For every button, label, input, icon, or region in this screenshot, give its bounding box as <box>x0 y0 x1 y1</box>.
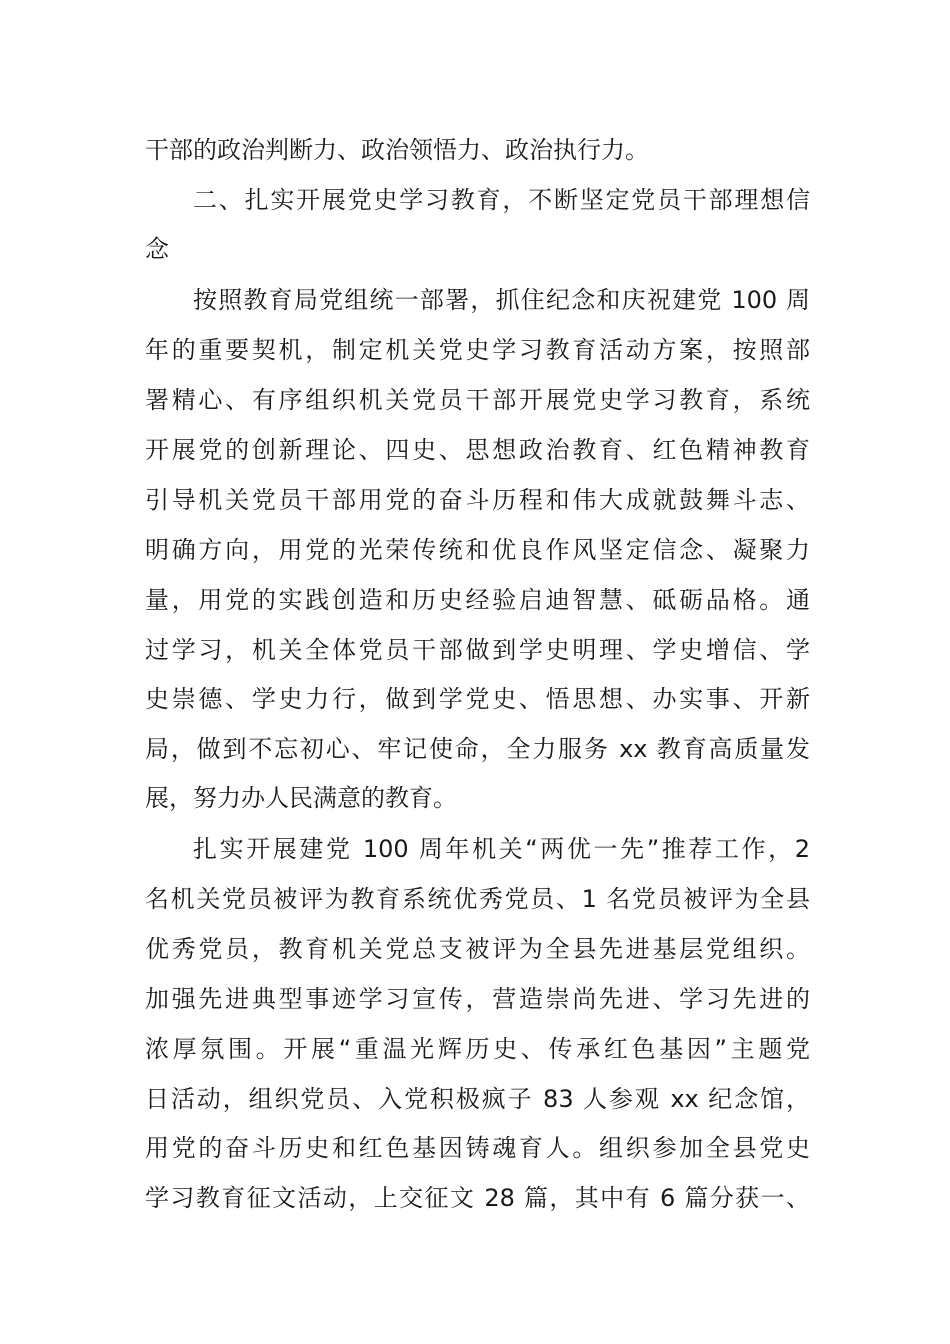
text-line: 署精心、有序组织机关党员干部开展党史学习教育，系统 <box>145 386 810 414</box>
text-line: 浓厚氛围。开展“重温光辉历史、传承红色基因”主题党 <box>145 1035 810 1063</box>
text-line: 加强先进典型事迹学习宣传，营造崇尚先进、学习先进的 <box>145 985 810 1013</box>
text-line: 按照教育局党组统一部署，抓住纪念和庆祝建党 100 周 <box>193 286 810 314</box>
text-line: 名机关党员被评为教育系统优秀党员、1 名党员被评为全县 <box>145 885 810 913</box>
text-line: 年的重要契机，制定机关党史学习教育活动方案，按照部 <box>145 336 810 364</box>
text-line: 日活动，组织党员、入党积极疯子 83 人参观 xx 纪念馆， <box>145 1085 810 1113</box>
text-line: 优秀党员，教育机关党总支被评为全县先进基层党组织。 <box>145 935 810 963</box>
text-line: 扎实开展建党 100 周年机关“两优一先”推荐工作，2 <box>193 835 810 863</box>
text-line: 开展党的创新理论、四史、思想政治教育、红色精神教育 <box>145 436 810 464</box>
section-heading-continued: 念 <box>145 235 169 263</box>
text-line: 史崇德、学史力行，做到学党史、悟思想、办实事、开新 <box>145 685 810 713</box>
text-line: 过学习，机关全体党员干部做到学史明理、学史增信、学 <box>145 636 810 664</box>
text-line: 量，用党的实践创造和历史经验启迪智慧、砥砺品格。通 <box>145 586 810 614</box>
text-line: 局，做到不忘初心、牢记使命，全力服务 xx 教育高质量发 <box>145 735 810 763</box>
text-line: 展，努力办人民满意的教育。 <box>145 784 457 812</box>
text-line: 用党的奋斗历史和红色基因铸魂育人。组织参加全县党史 <box>145 1134 810 1162</box>
text-line: 引导机关党员干部用党的奋斗历程和伟大成就鼓舞斗志、 <box>145 486 810 514</box>
section-heading: 二、扎实开展党史学习教育，不断坚定党员干部理想信 <box>193 186 810 214</box>
text-line: 明确方向，用党的光荣传统和优良作风坚定信念、凝聚力 <box>145 536 810 564</box>
text-line: 干部的政治判断力、政治领悟力、政治执行力。 <box>145 136 649 164</box>
text-line: 学习教育征文活动，上交征文 28 篇，其中有 6 篇分获一、 <box>145 1184 810 1212</box>
